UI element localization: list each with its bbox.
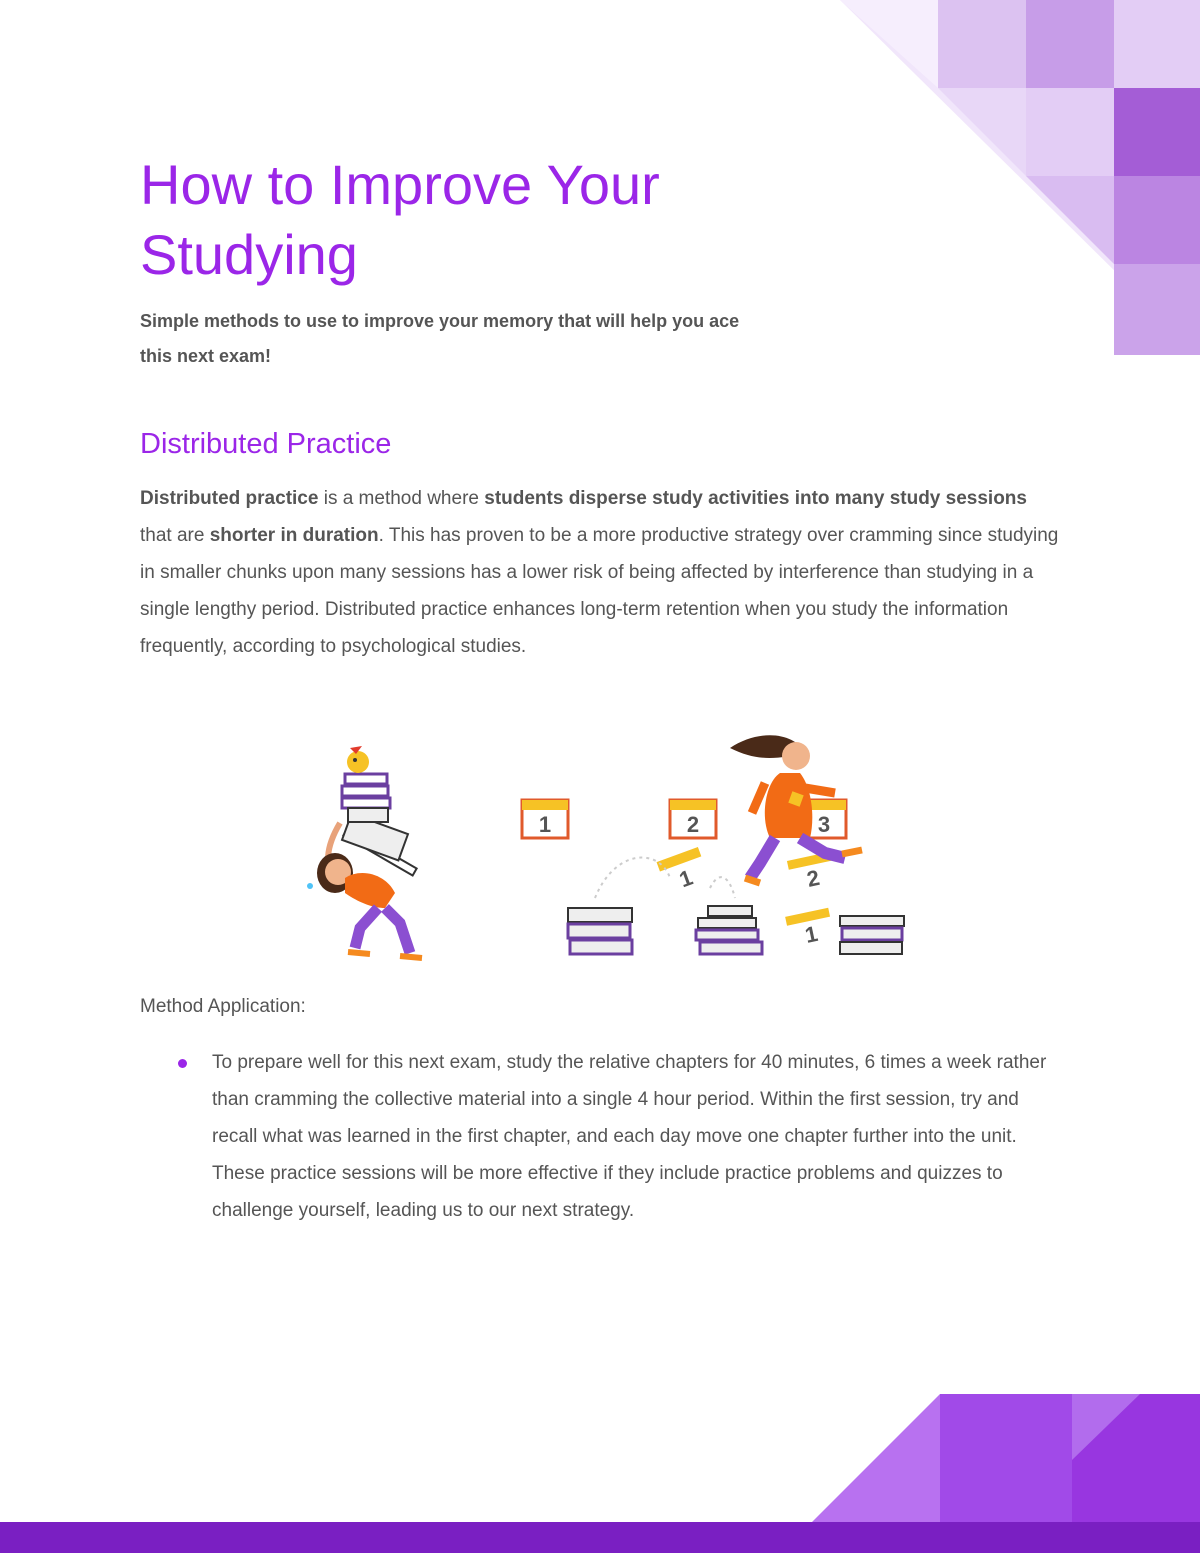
subtitle — [140, 304, 840, 374]
list-item — [140, 1044, 1060, 1229]
text-run: that are — [140, 525, 210, 546]
calendar-label: 2 — [804, 864, 822, 892]
title-line-2: Studying — [140, 223, 358, 286]
bold-phrase: shorter in duration — [209, 525, 379, 546]
calendar-icon — [657, 847, 712, 900]
book-stack — [568, 908, 632, 954]
book-stack — [840, 916, 904, 954]
book-stack — [696, 906, 762, 954]
section-paragraph — [140, 480, 1060, 665]
page-title — [140, 150, 840, 290]
method-bullet-list — [140, 1044, 1060, 1229]
calendar-label: 3 — [817, 812, 831, 837]
bold-phrase: students disperse study activities into many study sessions — [484, 488, 1027, 509]
subtitle-line-1: Simple methods to use to improve your memory that will help you ace — [140, 311, 740, 331]
bottom-right-decoration — [810, 1390, 1200, 1524]
calendar-icon — [522, 800, 568, 838]
bullet-text: To prepare well for this next exam, study the relative chapters for 40 minutes, 6 times a week rather than cramming the collective material into a single 4 hour period. Within the first session, try and recall what was learned in the first chapter, and each day move one chapter further into the unit. These practice sessions will be more effective if they include practice problems and quizzes to challenge yourself, leading us to our next strategy. — [212, 1052, 1047, 1221]
calendar-label: 1 — [802, 920, 820, 948]
calendar-label: 2 — [686, 812, 700, 837]
subtitle-line-2: this next exam! — [140, 346, 272, 366]
bold-term: Distributed practice — [140, 488, 319, 509]
calendar-icon — [670, 800, 716, 838]
section-heading: Distributed Practice — [140, 428, 392, 460]
text-run: is a method where — [318, 488, 485, 509]
calendar-label: 1 — [675, 864, 696, 893]
method-application-label: Method Application: — [140, 996, 306, 1017]
calendar-label: 1 — [538, 812, 552, 837]
girl-carrying-books — [307, 746, 422, 958]
bullet-icon — [178, 1059, 187, 1068]
study-illustration — [290, 728, 930, 973]
top-right-decoration — [840, 0, 1200, 360]
bottom-bar — [0, 1522, 1200, 1553]
text-run: . This has proven to be a more productive strategy over cramming since studying in smaller chunks upon many sessions has a lower risk of being affected by interference than studying in a single lengthy period. Distributed practice enhances long-term retention when you study the information frequently, according to psychological studies. — [140, 525, 1059, 657]
title-line-1: How to Improve Your — [140, 153, 660, 216]
calendar-icon — [785, 908, 836, 952]
